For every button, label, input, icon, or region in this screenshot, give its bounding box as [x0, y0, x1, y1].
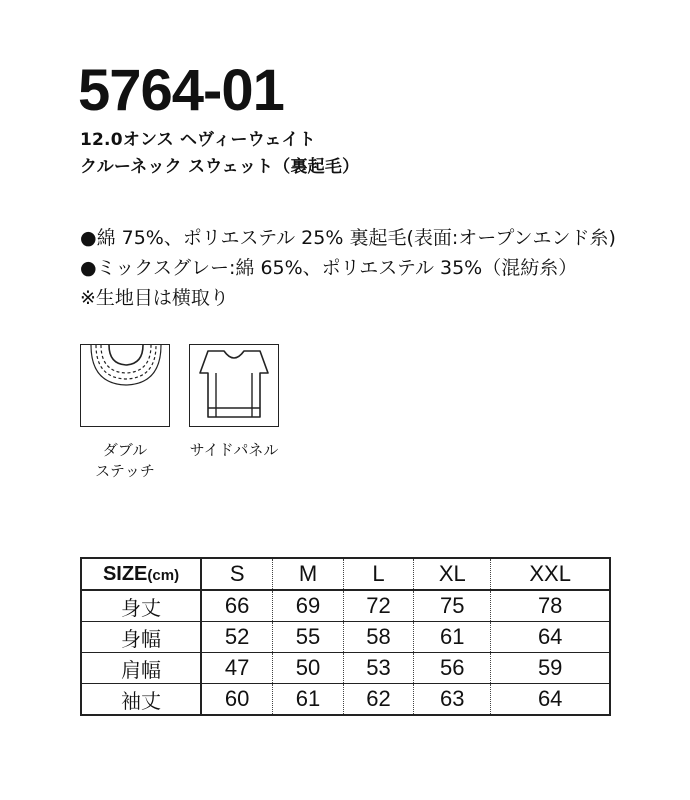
row-label-body-width: 身幅: [81, 622, 201, 653]
table-cell: 63: [414, 684, 491, 716]
table-cell: 66: [201, 590, 273, 622]
model-number: 5764-01: [78, 58, 284, 123]
spec-fabric-note: ※生地目は横取り: [80, 287, 229, 309]
size-header-label: [81, 558, 201, 590]
double-stitch-caption-line1: ダブル: [102, 441, 148, 459]
table-cell: 60: [201, 684, 273, 716]
collar-double-stitch-icon: [80, 344, 170, 427]
spec-mix-grey: ●ミックスグレー:綿 65%、ポリエステル 35%（混紡糸）: [80, 257, 578, 279]
table-cell: 72: [343, 590, 413, 622]
table-row: [81, 590, 610, 622]
row-label-body-length: 身丈: [81, 590, 201, 622]
size-col-xl: XL: [414, 558, 491, 590]
size-header-unit: (cm): [147, 566, 180, 584]
table-cell: 64: [491, 622, 610, 653]
double-stitch-caption-line2: ステッチ: [95, 462, 155, 480]
spec-material: ●綿 75%、ポリエステル 25% 裏起毛(表面:オープンエンド糸): [80, 227, 616, 249]
side-panel-caption: サイドパネル: [189, 441, 279, 459]
product-subtitle-line1: 12.0オンス ヘヴィーウェイト: [80, 130, 316, 150]
size-col-m: M: [273, 558, 343, 590]
table-cell: 53: [343, 653, 413, 684]
table-cell: 58: [343, 622, 413, 653]
sweatshirt-side-panel-icon: [189, 344, 279, 427]
table-cell: 47: [201, 653, 273, 684]
row-label-shoulder-width: 肩幅: [81, 653, 201, 684]
double-stitch-caption: [80, 440, 170, 482]
table-cell: 55: [273, 622, 343, 653]
size-col-s: S: [201, 558, 273, 590]
table-cell: 61: [273, 684, 343, 716]
table-cell: 78: [491, 590, 610, 622]
size-col-xxl: XXL: [491, 558, 610, 590]
size-col-l: L: [343, 558, 413, 590]
table-row: [81, 653, 610, 684]
size-header-text: SIZE: [102, 562, 148, 585]
table-cell: 52: [201, 622, 273, 653]
table-cell: 61: [414, 622, 491, 653]
table-row: [81, 684, 610, 716]
table-cell: 64: [491, 684, 610, 716]
table-cell: 56: [414, 653, 491, 684]
table-cell: 59: [491, 653, 610, 684]
table-row: [81, 622, 610, 653]
size-table-header: [81, 558, 610, 590]
table-cell: 69: [273, 590, 343, 622]
size-table: [80, 557, 611, 716]
table-cell: 75: [414, 590, 491, 622]
table-cell: 62: [343, 684, 413, 716]
table-cell: 50: [273, 653, 343, 684]
row-label-sleeve-length: 袖丈: [81, 684, 201, 716]
product-subtitle-line2: クルーネック スウェット（裏起毛）: [80, 157, 360, 177]
